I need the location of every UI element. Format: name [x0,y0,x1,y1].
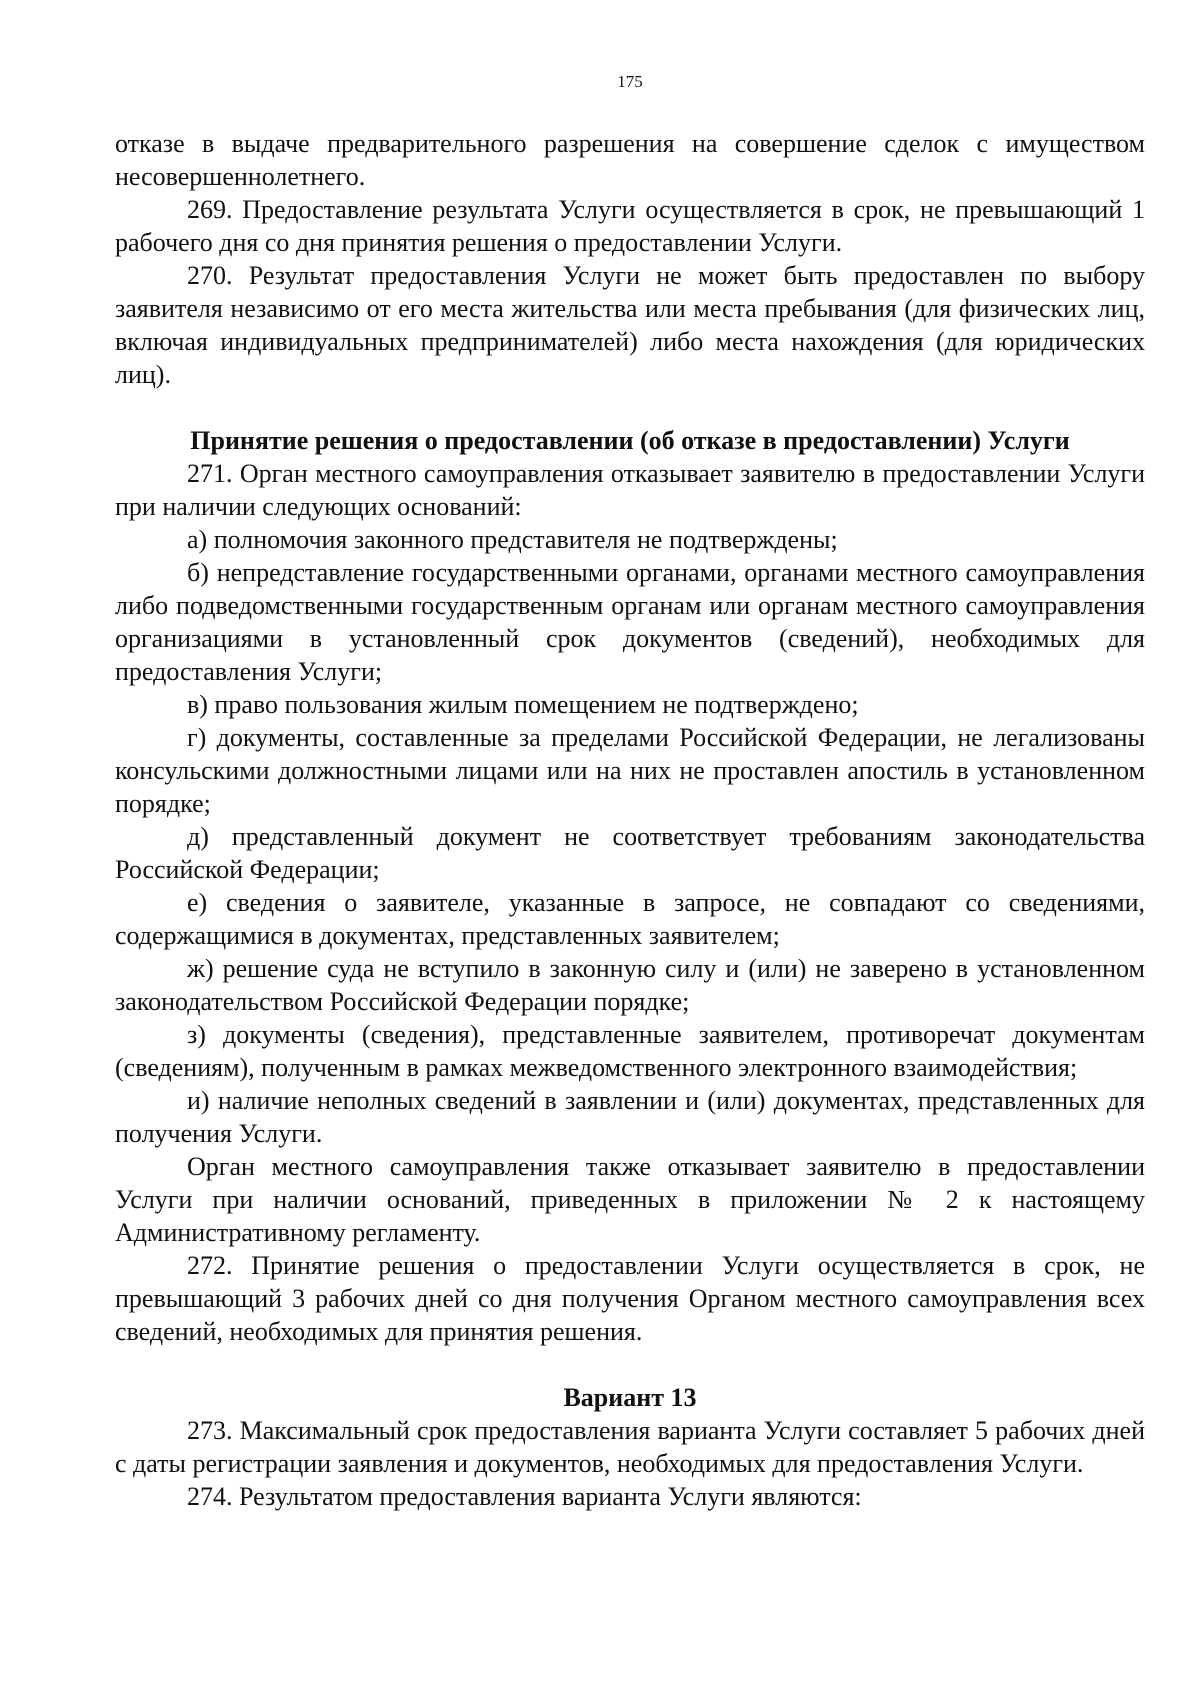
paragraph-continuation: отказе в выдаче предварительного разрешения на совершение сделок с имуществом несовершеннолетнего. [115,129,1145,191]
paragraph-269: 269. Предоставление результата Услуги осуществляется в срок, не превышающий 1 рабочего дня со дня принятия решения о предоставлении Услуги. [115,195,1145,257]
list-item-i: и) наличие неполных сведений в заявлении и (или) документах, представленных для получения Услуги. [115,1086,1145,1148]
paragraph-270: 270. Результат предоставления Услуги не может быть предоставлен по выбору заявителя независимо от его места жительства или места пребывания (для физических лиц, включая индивидуальных предпринимателей) либо места нахождения (для юридических лиц). [115,261,1145,389]
document-body [115,127,1145,1513]
list-item-zh: ж) решение суда не вступило в законную силу и (или) не заверено в установленном законодательством Российской Федерации порядке; [115,954,1145,1016]
paragraph-272: 272. Принятие решения о предоставлении Услуги осуществляется в срок, не превышающий 3 рабочих дней со дня получения Органом местного самоуправления всех сведений, необходимых для принятия решения. [115,1251,1145,1346]
section-heading-variant-13: Вариант 13 [563,1383,697,1412]
section-spacer [115,391,1145,424]
list-item-b: б) непредставление государственными органами, органами местного самоуправления либо подведомственными государственным органам или органам местного самоуправления организациями в установленный срок документов (сведений), необходимых для предоставления Услуги; [115,558,1145,686]
list-item-g: г) документы, составленные за пределами Российской Федерации, не легализованы консульскими должностными лицами или на них не проставлен апостиль в установленном порядке; [115,723,1145,818]
section-spacer [115,1348,1145,1381]
list-item-v: в) право пользования жилым помещением не подтверждено; [187,690,859,719]
page-number: 175 [617,72,643,91]
section-heading-decision: Принятие решения о предоставлении (об отказе в предоставлении) Услуги [190,426,1070,455]
list-item-z: з) документы (сведения), представленные заявителем, противоречат документам (сведениям), полученным в рамках межведомственного электронного взаимодействия; [115,1020,1145,1082]
paragraph-274: 274. Результатом предоставления варианта Услуги являются: [187,1482,862,1511]
paragraph-additional-refusal: Орган местного самоуправления также отказывает заявителю в предоставлении Услуги при наличии оснований, приведенных в приложении № 2 к настоящему Административному регламенту. [115,1152,1145,1247]
paragraph-271: 271. Орган местного самоуправления отказывает заявителю в предоставлении Услуги при наличии следующих оснований: [115,459,1145,521]
list-item-d: д) представленный документ не соответствует требованиям законодательства Российской Федерации; [115,822,1145,884]
list-item-a: а) полномочия законного представителя не подтверждены; [187,525,838,554]
list-item-e: е) сведения о заявителе, указанные в запросе, не совпадают со сведениями, содержащимися в документах, представленных заявителем; [115,888,1145,950]
paragraph-273: 273. Максимальный срок предоставления варианта Услуги составляет 5 рабочих дней с даты регистрации заявления и документов, необходимых для предоставления Услуги. [115,1416,1145,1478]
